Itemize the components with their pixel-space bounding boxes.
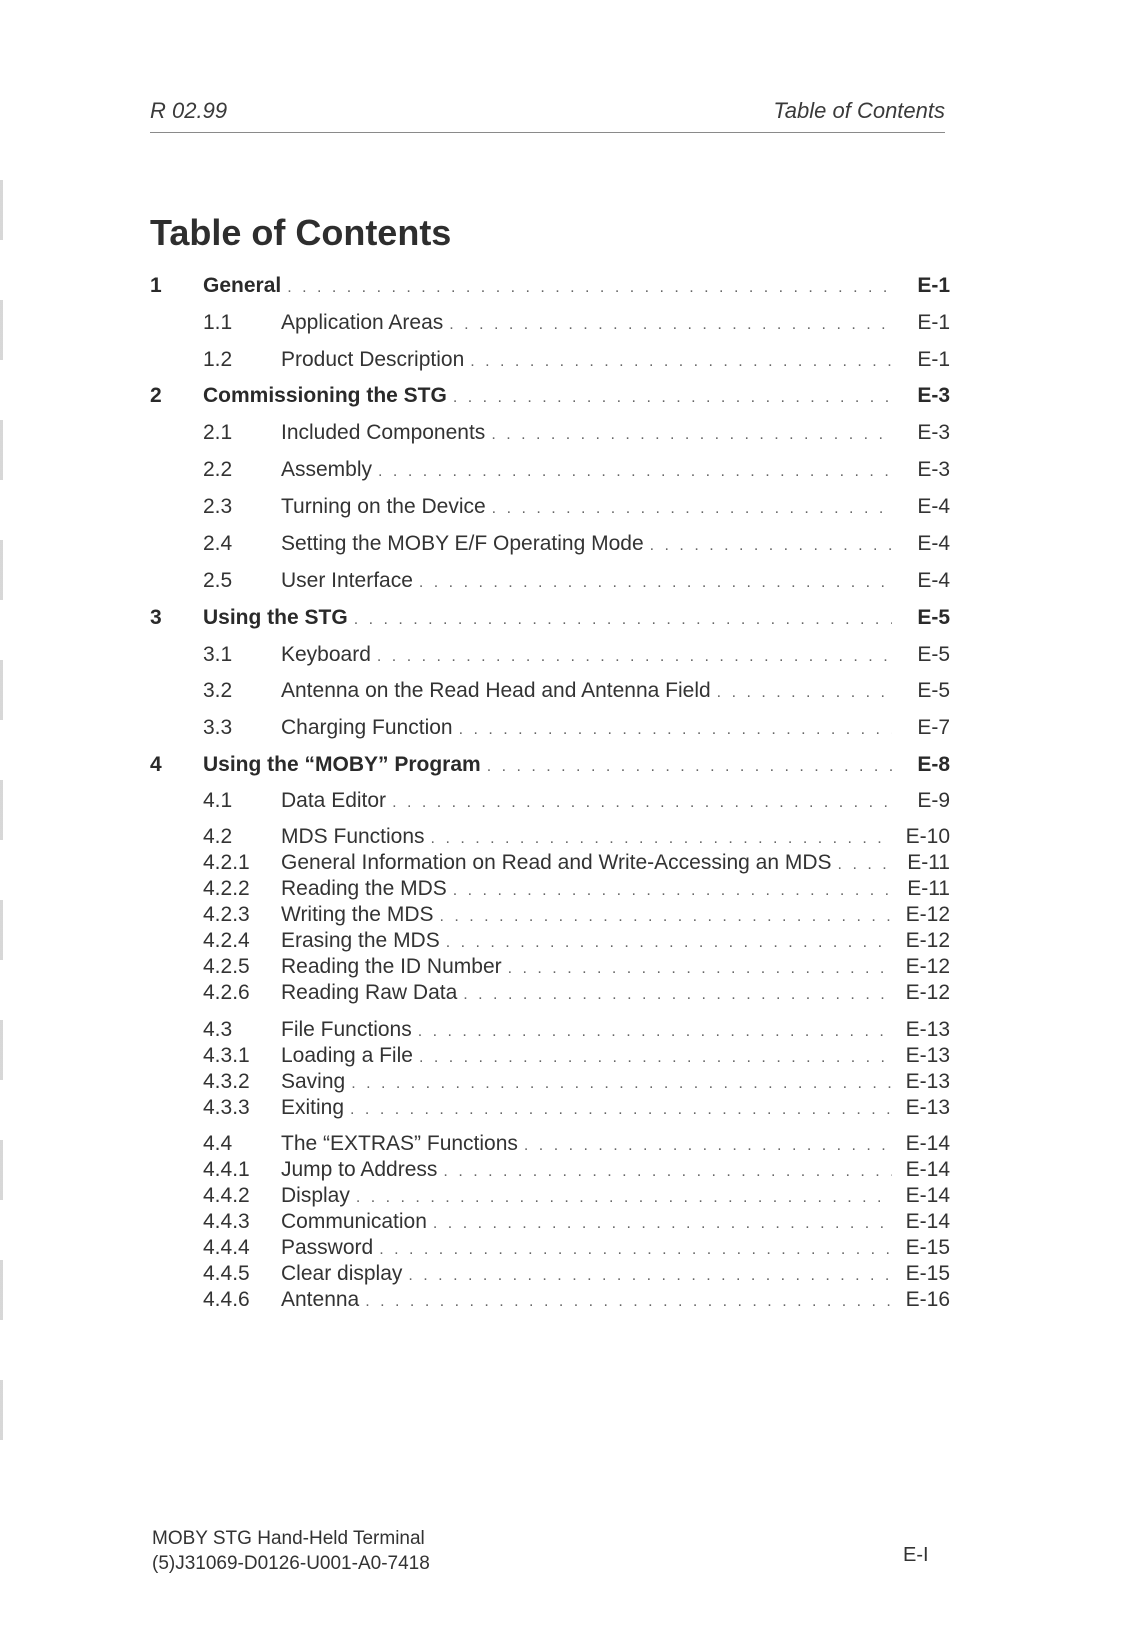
toc-entry-page: E-4 bbox=[917, 569, 950, 592]
dot-leader bbox=[449, 316, 892, 334]
toc-entry-number: 3 bbox=[150, 606, 162, 629]
toc-entry-page: E-13 bbox=[905, 1018, 950, 1041]
toc-entry[interactable] bbox=[150, 679, 950, 709]
toc-entry-number: 4 bbox=[150, 753, 162, 776]
footer-order-number: (5)J31069-D0126-U001-A0-7418 bbox=[152, 1553, 430, 1574]
toc-entry-page: E-14 bbox=[905, 1184, 950, 1207]
toc-entry[interactable] bbox=[150, 1288, 950, 1318]
toc-entry-page: E-14 bbox=[905, 1132, 950, 1155]
toc-entry-title: Setting the MOBY E/F Operating Mode bbox=[281, 532, 644, 555]
toc-entry-page: E-4 bbox=[917, 532, 950, 555]
toc-entry-title: Writing the MDS bbox=[281, 903, 434, 926]
toc-entry[interactable] bbox=[150, 384, 950, 414]
toc-entry-page: E-1 bbox=[917, 348, 950, 371]
revision-label: R 02.99 bbox=[150, 98, 228, 123]
dot-leader bbox=[470, 353, 892, 371]
dot-leader bbox=[354, 611, 892, 629]
toc-entry-number: 4.4.4 bbox=[203, 1236, 250, 1259]
dot-leader bbox=[419, 574, 892, 592]
toc-entry[interactable] bbox=[150, 643, 950, 673]
dot-leader bbox=[459, 721, 892, 739]
toc-entry-page: E-14 bbox=[905, 1158, 950, 1181]
toc-entry-number: 4.4.2 bbox=[203, 1184, 250, 1207]
toc-entry[interactable] bbox=[150, 421, 950, 451]
toc-entry-number: 1 bbox=[150, 274, 162, 297]
dot-leader bbox=[453, 389, 892, 407]
toc-entry[interactable] bbox=[150, 458, 950, 488]
dot-leader bbox=[408, 1267, 892, 1285]
toc-entry-title: Charging Function bbox=[281, 716, 453, 739]
toc-entry-title: Antenna bbox=[281, 1288, 360, 1311]
toc-entry[interactable] bbox=[150, 716, 950, 746]
toc-entry-number: 2 bbox=[150, 384, 162, 407]
toc-entry-page: E-13 bbox=[905, 1044, 950, 1067]
dot-leader bbox=[379, 1241, 892, 1259]
toc-entry-page: E-5 bbox=[917, 643, 950, 666]
toc-entry-number: 2.3 bbox=[203, 495, 233, 518]
toc-entry-page: E-12 bbox=[905, 955, 950, 978]
toc-entry[interactable] bbox=[150, 606, 950, 636]
toc-entry-title: Display bbox=[281, 1184, 350, 1207]
dot-leader bbox=[431, 830, 892, 848]
dot-leader bbox=[491, 426, 892, 444]
toc-entry-title: Saving bbox=[281, 1070, 346, 1093]
toc-entry-title: Application Areas bbox=[281, 311, 444, 334]
toc-entry-number: 2.1 bbox=[203, 421, 233, 444]
toc-entry-number: 4.2 bbox=[203, 825, 233, 848]
toc-entry-title: Product Description bbox=[281, 348, 465, 371]
toc-entry-number: 1.1 bbox=[203, 311, 233, 334]
scan-page-edge bbox=[0, 180, 3, 1480]
page-header bbox=[150, 94, 945, 133]
dot-leader bbox=[524, 1137, 892, 1155]
toc-entry-number: 2.4 bbox=[203, 532, 233, 555]
toc-entry-number: 3.3 bbox=[203, 716, 233, 739]
toc-entry[interactable] bbox=[150, 981, 950, 1011]
dot-leader bbox=[838, 856, 892, 874]
dot-leader bbox=[492, 500, 892, 518]
toc-entry-title: MDS Functions bbox=[281, 825, 425, 848]
toc-entry-title: Keyboard bbox=[281, 643, 371, 666]
toc-entry-number: 4.4.1 bbox=[203, 1158, 250, 1181]
toc-entry-number: 3.2 bbox=[203, 679, 233, 702]
toc-entry-number: 4.2.5 bbox=[203, 955, 250, 978]
toc-entry[interactable] bbox=[150, 1096, 950, 1126]
toc-entry-title: Reading the MDS bbox=[281, 877, 447, 900]
dot-leader bbox=[418, 1023, 892, 1041]
toc-entry-page: E-5 bbox=[917, 606, 950, 629]
toc-entry-page: E-14 bbox=[905, 1210, 950, 1233]
toc-entry-number: 2.5 bbox=[203, 569, 233, 592]
dot-leader bbox=[377, 648, 892, 666]
toc-entry-number: 4.2.6 bbox=[203, 981, 250, 1004]
toc-entry-title: Turning on the Device bbox=[281, 495, 486, 518]
dot-leader bbox=[440, 908, 893, 926]
dot-leader bbox=[419, 1049, 892, 1067]
toc-entry-title: Assembly bbox=[281, 458, 373, 481]
dot-leader bbox=[453, 882, 892, 900]
toc-entry-title: Exiting bbox=[281, 1096, 345, 1119]
page-title: Table of Contents bbox=[150, 212, 452, 253]
toc-entry-title: Jump to Address bbox=[281, 1158, 438, 1181]
dot-leader bbox=[508, 960, 892, 978]
toc-entry-title: Erasing the MDS bbox=[281, 929, 440, 952]
toc-entry-title: Reading the ID Number bbox=[281, 955, 502, 978]
toc-entry-title: User Interface bbox=[281, 569, 413, 592]
toc-entry[interactable] bbox=[150, 532, 950, 562]
dot-leader bbox=[446, 934, 892, 952]
toc-entry[interactable] bbox=[150, 348, 950, 378]
toc-entry-page: E-15 bbox=[905, 1236, 950, 1259]
footer-product-info bbox=[152, 1526, 430, 1576]
toc-entry-title: Reading Raw Data bbox=[281, 981, 458, 1004]
toc-entry-page: E-10 bbox=[905, 825, 950, 848]
toc-entry-number: 4.2.1 bbox=[203, 851, 250, 874]
dot-leader bbox=[287, 279, 892, 297]
toc-entry-page: E-16 bbox=[905, 1288, 950, 1311]
toc-entry-number: 2.2 bbox=[203, 458, 233, 481]
toc-entry-number: 4.3.2 bbox=[203, 1070, 250, 1093]
toc-entry-page: E-11 bbox=[907, 851, 950, 874]
toc-entry-page: E-8 bbox=[917, 753, 950, 776]
toc-entry-page: E-12 bbox=[905, 903, 950, 926]
toc-entry[interactable] bbox=[150, 311, 950, 341]
toc-entry-title: Antenna on the Read Head and Antenna Field bbox=[281, 679, 711, 702]
toc-entry-number: 1.2 bbox=[203, 348, 233, 371]
dot-leader bbox=[650, 537, 892, 555]
toc-entry-title: Included Components bbox=[281, 421, 486, 444]
toc-entry-title: General bbox=[203, 274, 282, 297]
dot-leader bbox=[487, 758, 892, 776]
toc-entry-title: Data Editor bbox=[281, 789, 387, 812]
toc-entry-number: 4.4.3 bbox=[203, 1210, 250, 1233]
toc-entry-number: 4.4.5 bbox=[203, 1262, 250, 1285]
toc-entry-page: E-7 bbox=[917, 716, 950, 739]
toc-entry-number: 4.2.4 bbox=[203, 929, 250, 952]
dot-leader bbox=[443, 1163, 892, 1181]
toc-entry-page: E-12 bbox=[905, 981, 950, 1004]
toc-entry-page: E-3 bbox=[917, 421, 950, 444]
toc-entry-page: E-11 bbox=[907, 877, 950, 900]
toc-entry-number: 4.1 bbox=[203, 789, 233, 812]
dot-leader bbox=[378, 463, 892, 481]
toc-entry-title: The “EXTRAS” Functions bbox=[281, 1132, 518, 1155]
toc-entry-title: Using the “MOBY” Program bbox=[203, 753, 481, 776]
toc-entry-page: E-12 bbox=[905, 929, 950, 952]
toc-entry-page: E-4 bbox=[917, 495, 950, 518]
toc-entry-number: 4.4.6 bbox=[203, 1288, 250, 1311]
toc-entry-page: E-3 bbox=[917, 458, 950, 481]
toc-entry-number: 4.2.3 bbox=[203, 903, 250, 926]
dot-leader bbox=[392, 794, 892, 812]
toc-entry-number: 4.4 bbox=[203, 1132, 233, 1155]
dot-leader bbox=[717, 684, 892, 702]
toc-entry-number: 3.1 bbox=[203, 643, 233, 666]
toc-entry-page: E-1 bbox=[917, 311, 950, 334]
toc-entry-number: 4.3.1 bbox=[203, 1044, 250, 1067]
toc-entry-page: E-3 bbox=[917, 384, 950, 407]
toc-entry[interactable] bbox=[150, 495, 950, 525]
dot-leader bbox=[350, 1101, 892, 1119]
toc-entry-title: Clear display bbox=[281, 1262, 403, 1285]
dot-leader bbox=[356, 1189, 892, 1207]
toc-entry[interactable] bbox=[150, 753, 950, 783]
footer-page-number: E-I bbox=[903, 1544, 929, 1566]
toc-entry-page: E-1 bbox=[917, 274, 950, 297]
toc-entry-title: General Information on Read and Write-Accessing an MDS bbox=[281, 851, 832, 874]
dot-leader bbox=[365, 1293, 892, 1311]
toc-entry-page: E-15 bbox=[905, 1262, 950, 1285]
header-section-title: Table of Contents bbox=[773, 98, 945, 123]
toc-entry-number: 4.3 bbox=[203, 1018, 233, 1041]
toc-entry-page: E-13 bbox=[905, 1096, 950, 1119]
toc-entry-page: E-5 bbox=[917, 679, 950, 702]
toc-entry-number: 4.2.2 bbox=[203, 877, 250, 900]
footer-product-name: MOBY STG Hand-Held Terminal bbox=[152, 1528, 425, 1549]
toc-entry-title: Loading a File bbox=[281, 1044, 413, 1067]
toc-entry-title: Password bbox=[281, 1236, 374, 1259]
toc-entry[interactable] bbox=[150, 789, 950, 819]
toc-entry-page: E-9 bbox=[917, 789, 950, 812]
toc-entry-number: 4.3.3 bbox=[203, 1096, 250, 1119]
toc-entry-title: Communication bbox=[281, 1210, 427, 1233]
dot-leader bbox=[351, 1075, 892, 1093]
toc-entry-title: File Functions bbox=[281, 1018, 412, 1041]
toc-entry-title: Using the STG bbox=[203, 606, 348, 629]
toc-entry-page: E-13 bbox=[905, 1070, 950, 1093]
dot-leader bbox=[433, 1215, 892, 1233]
toc-entry-title: Commissioning the STG bbox=[203, 384, 447, 407]
toc-entry[interactable] bbox=[150, 274, 950, 304]
toc-entry[interactable] bbox=[150, 569, 950, 599]
dot-leader bbox=[463, 986, 892, 1004]
